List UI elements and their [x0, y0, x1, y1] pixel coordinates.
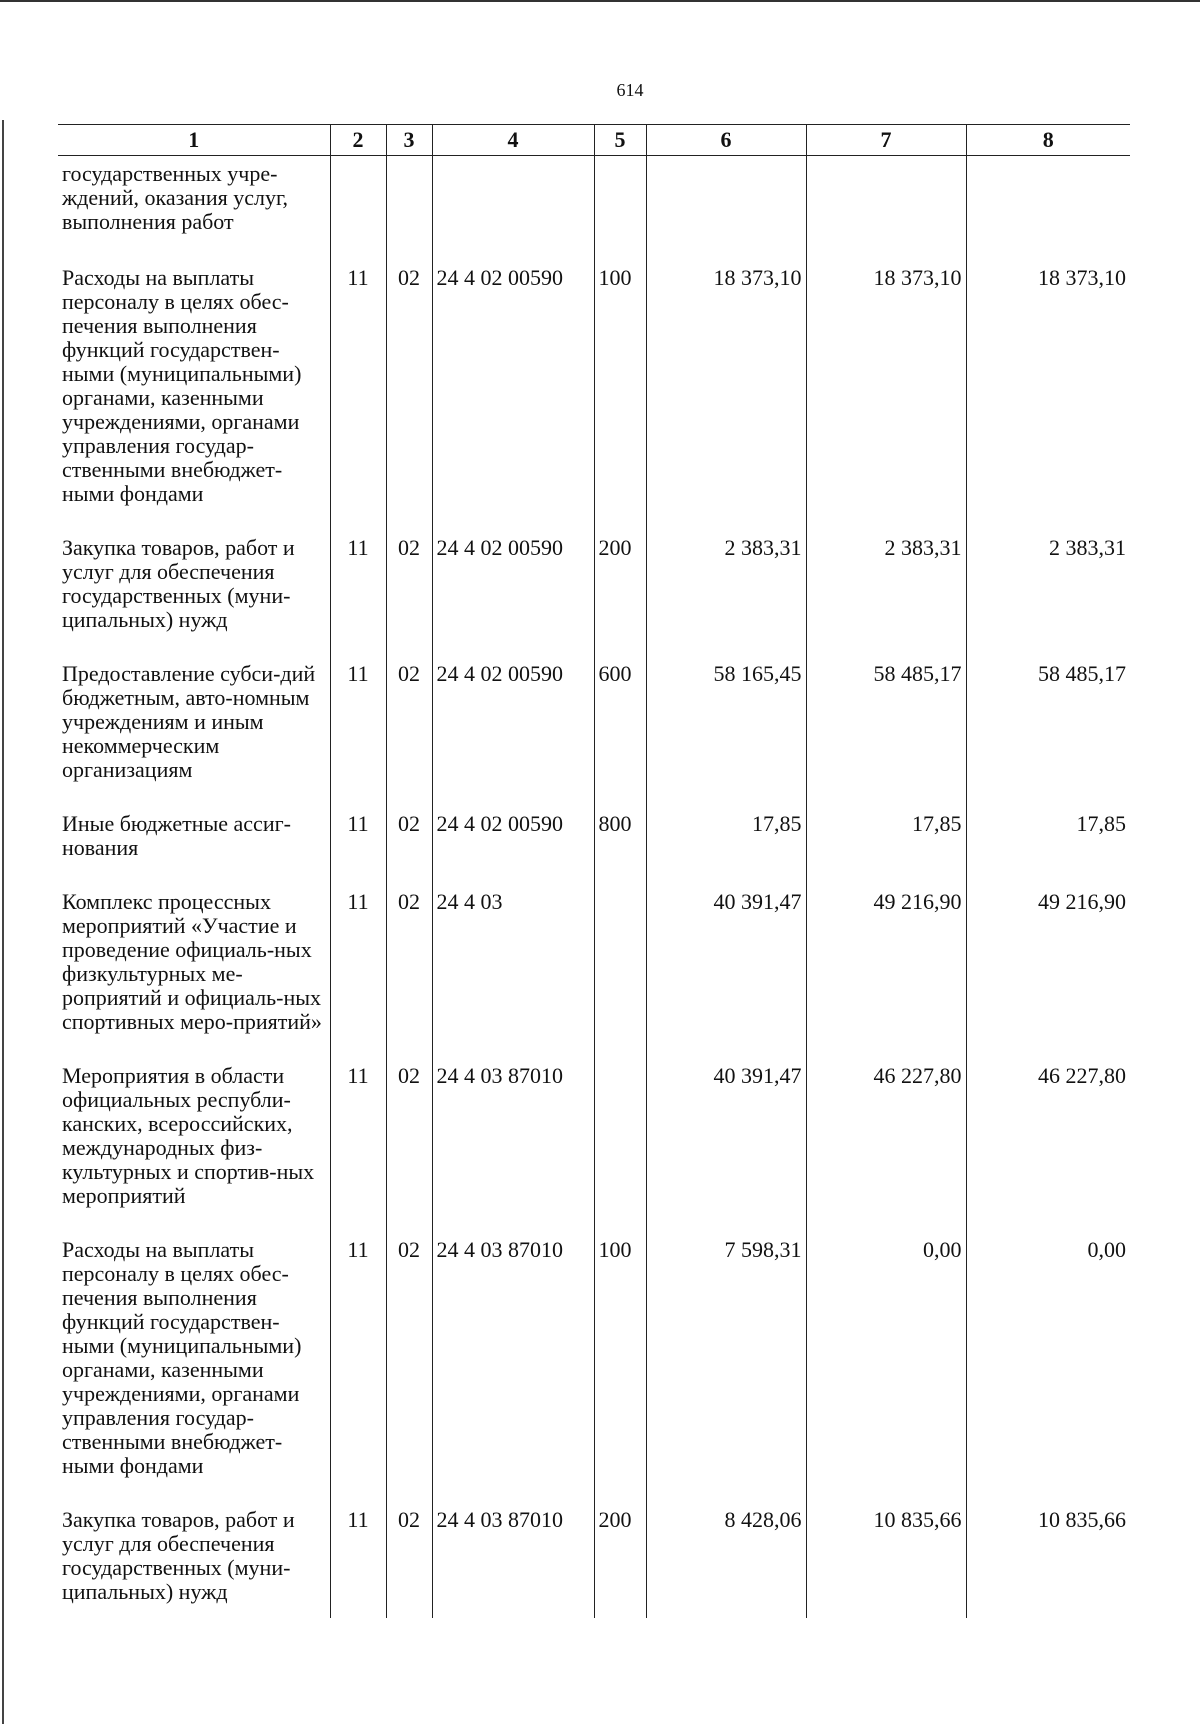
column-header-3: 3 [386, 125, 432, 156]
column-header-7: 7 [806, 125, 966, 156]
row-amount-col7: 0,00 [806, 1232, 966, 1502]
row-amount-col8: 2 383,31 [1049, 535, 1126, 560]
row-amount-col8: 46 227,80 [1038, 1063, 1126, 1088]
row-target-code: 24 4 03 87010 [432, 1232, 594, 1502]
row-target-code [432, 156, 594, 259]
row-amount-col6: 7 598,31 [646, 1232, 806, 1502]
row-amount-col6: 40 391,47 [646, 1058, 806, 1232]
row-section: 11 [330, 1502, 386, 1618]
row-target-code: 24 4 03 87010 [432, 1502, 594, 1618]
table-row [58, 156, 1130, 259]
row-target-code: 24 4 03 87010 [432, 1058, 594, 1232]
row-amount-col7: 46 227,80 [806, 1058, 966, 1232]
row-amount-col6: 18 373,10 [646, 258, 806, 530]
row-section: 11 [330, 656, 386, 806]
row-amount-col8: 17,85 [1076, 811, 1126, 836]
table-row [58, 806, 1130, 884]
row-name: государственных учре-ждений, оказания услуг, выполнения работ [58, 156, 330, 259]
row-expense-type: 600 [594, 656, 646, 806]
row-amount-col7 [806, 156, 966, 259]
row-name: Расходы на выплаты персоналу в целях обес-печения выполнения функций государствен-ными (муниципальными) органами, казенными учреждениями, органами управления государ-ственными внебюджет-ными фондами [58, 258, 330, 530]
row-target-code: 24 4 02 00590 [432, 806, 594, 884]
row-amount-col7: 2 383,31 [806, 530, 966, 656]
row-section [330, 156, 386, 259]
row-subsection: 02 [386, 1058, 432, 1232]
row-subsection [386, 156, 432, 259]
column-header-4: 4 [432, 125, 594, 156]
table-row [58, 258, 1130, 530]
row-expense-type: 100 [594, 1232, 646, 1502]
column-header-1: 1 [58, 125, 330, 156]
row-target-code: 24 4 02 00590 [432, 656, 594, 806]
row-amount-col6: 8 428,06 [646, 1502, 806, 1618]
row-subsection: 02 [386, 1502, 432, 1618]
row-amount-col6: 40 391,47 [646, 884, 806, 1058]
left-border-line [2, 120, 4, 1724]
row-amount-col6: 58 165,45 [646, 656, 806, 806]
row-section: 11 [330, 530, 386, 656]
column-header-6: 6 [646, 125, 806, 156]
column-header-2: 2 [330, 125, 386, 156]
row-subsection: 02 [386, 258, 432, 530]
table-row [58, 1502, 1130, 1618]
column-header-5: 5 [594, 125, 646, 156]
row-amount-col6 [646, 156, 806, 259]
table-row [58, 1232, 1130, 1502]
budget-table [58, 124, 1130, 1618]
row-subsection: 02 [386, 1232, 432, 1502]
row-amount-col8: 10 835,66 [1038, 1507, 1126, 1532]
row-section: 11 [330, 884, 386, 1058]
row-amount-col8 [966, 156, 1130, 259]
header-row [58, 125, 1130, 156]
row-name: Комплекс процессных мероприятий «Участие и проведение официаль-ных физкультурных ме-роприятий и официаль-ных спортивных меро-приятий» [58, 884, 330, 1058]
table-row [58, 1058, 1130, 1232]
row-amount-col6: 17,85 [646, 806, 806, 884]
row-subsection: 02 [386, 656, 432, 806]
row-amount-col8: 58 485,17 [1038, 661, 1126, 686]
row-section: 11 [330, 258, 386, 530]
table-row [58, 530, 1130, 656]
row-expense-type [594, 1058, 646, 1232]
table-row [58, 884, 1130, 1058]
row-name: Иные бюджетные ассиг-нования [58, 806, 330, 884]
row-section: 11 [330, 1058, 386, 1232]
row-target-code: 24 4 02 00590 [432, 530, 594, 656]
row-subsection: 02 [386, 884, 432, 1058]
row-name: Закупка товаров, работ и услуг для обеспечения государственных (муни-ципальных) нужд [58, 1502, 330, 1618]
row-target-code: 24 4 03 [432, 884, 594, 1058]
row-amount-col7: 49 216,90 [806, 884, 966, 1058]
row-section: 11 [330, 1232, 386, 1502]
row-amount-col7: 18 373,10 [806, 258, 966, 530]
row-name: Закупка товаров, работ и услуг для обеспечения государственных (муни-ципальных) нужд [58, 530, 330, 656]
row-amount-col7: 17,85 [806, 806, 966, 884]
row-section: 11 [330, 806, 386, 884]
top-border-line [0, 0, 1200, 2]
row-amount-col8: 18 373,10 [1038, 265, 1126, 290]
row-expense-type: 800 [594, 806, 646, 884]
row-expense-type [594, 156, 646, 259]
row-amount-col8: 0,00 [1087, 1237, 1126, 1262]
row-amount-col7: 58 485,17 [806, 656, 966, 806]
row-name: Предоставление субси-дий бюджетным, авто-номным учреждениям и иным некоммерческим организациям [58, 656, 330, 806]
row-expense-type: 200 [594, 530, 646, 656]
row-amount-col6: 2 383,31 [646, 530, 806, 656]
row-name: Расходы на выплаты персоналу в целях обес-печения выполнения функций государствен-ными (муниципальными) органами, казенными учреждениями, органами управления государ-ственными внебюджет-ными фондами [58, 1232, 330, 1502]
column-header-8: 8 [966, 125, 1130, 156]
row-target-code: 24 4 02 00590 [432, 258, 594, 530]
row-name: Мероприятия в области официальных республи-канских, всероссийских, международных физ-культурных и спортив-ных мероприятий [58, 1058, 330, 1232]
row-amount-col7: 10 835,66 [806, 1502, 966, 1618]
row-expense-type: 200 [594, 1502, 646, 1618]
table-row [58, 656, 1130, 806]
row-subsection: 02 [386, 806, 432, 884]
row-expense-type: 100 [594, 258, 646, 530]
page-number: 614 [616, 80, 644, 100]
row-amount-col8: 49 216,90 [1038, 889, 1126, 914]
row-subsection: 02 [386, 530, 432, 656]
row-expense-type [594, 884, 646, 1058]
